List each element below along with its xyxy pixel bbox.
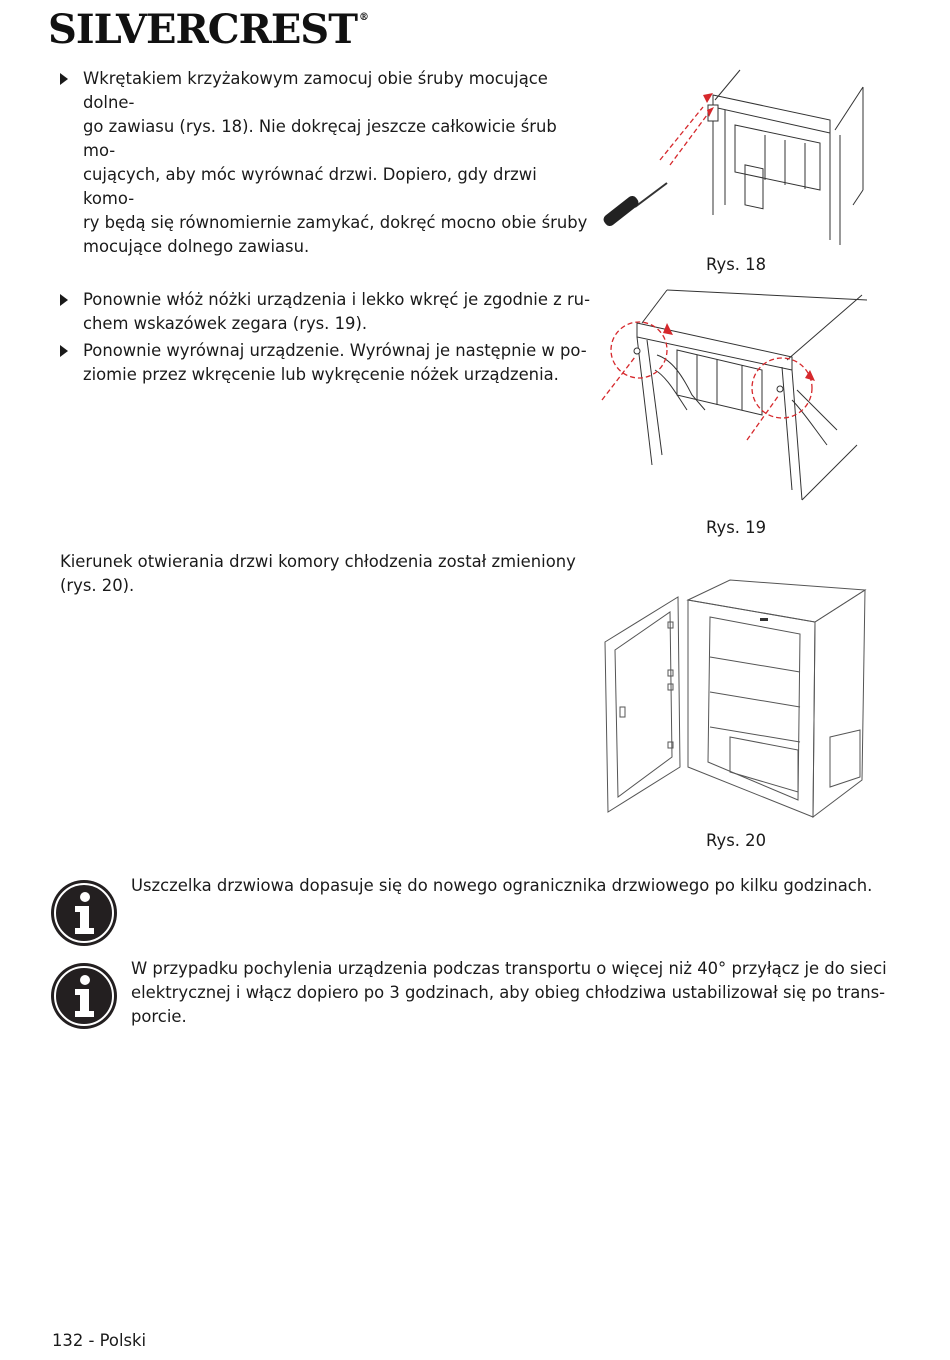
bullet-arrow-icon — [60, 288, 74, 312]
info-icon — [49, 878, 119, 948]
result-text: Kierunek otwierania drzwi komory chłodzenia został zmieniony (rys. 20). — [60, 552, 576, 595]
note-2-text: W przypadku pochylenia urządzenia podczas transportu o więcej niż 40° przyłącz je do sieci elektrycznej i włącz dopiero po 3 godzinach, aby obieg chłodziwa ustabilizował się po trans- porcie. — [131, 959, 887, 1026]
figure-18-illustration — [595, 65, 875, 255]
figure-19-illustration — [597, 285, 867, 510]
info-icon — [49, 961, 119, 1031]
bullet-arrow-icon — [60, 339, 74, 363]
bullet-arrow-icon — [60, 67, 74, 91]
step-2-text: Ponownie włóż nóżki urządzenia i lekko wkręć je zgodnie z ru- chem wskazówek zegara (rys. 19). — [83, 290, 590, 333]
figure-20-illustration — [600, 562, 868, 824]
step-3-text: Ponownie wyrównaj urządzenie. Wyrównaj je następnie w po- ziomie przez wkręcenie lub wykręcenie nóżek urządzenia. — [83, 341, 587, 384]
note-1-text: Uszczelka drzwiowa dopasuje się do nowego ogranicznika drzwiowego po kilku godzinach. — [131, 876, 873, 895]
figure-19-caption: Rys. 19 — [706, 518, 767, 537]
brand-logo-text: SILVERCREST — [48, 6, 357, 53]
brand-logo — [48, 6, 368, 53]
page-footer: 132 - Polski — [52, 1331, 147, 1350]
registered-mark: ® — [358, 12, 368, 23]
figure-20-caption: Rys. 20 — [706, 831, 767, 850]
step-1-text: Wkrętakiem krzyżakowym zamocuj obie śruby mocujące dolne- go zawiasu (rys. 18). Nie dokręcaj jeszcze całkowicie śrub mo- cujących, aby móc wyrównać drzwi. Dopiero, gdy drzwi komo- ry będą się równomiernie zamykać, dokręć mocno obie śruby mocujące dolnego zawiasu. — [83, 69, 588, 256]
figure-18-caption: Rys. 18 — [706, 255, 767, 274]
